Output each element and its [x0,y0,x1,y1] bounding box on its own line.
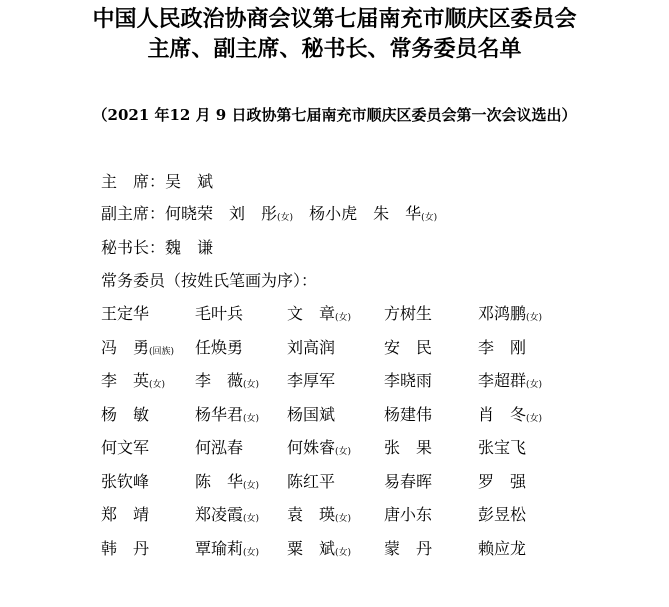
member-entry [195,471,259,496]
member-note: (女) [243,413,260,424]
member-entry [478,504,526,529]
member-name: 何姝睿 [287,438,336,457]
member-name: 李厚军 [287,371,336,390]
member-row [101,437,601,471]
vice-chair-line [101,203,437,228]
member-name: 覃瑜莉 [195,538,244,558]
member-name: 杨 敏 [101,404,150,424]
member-name: 安 民 [384,337,433,357]
member-name: 郑 靖 [101,505,150,524]
member-note: (女) [335,447,352,457]
member-name: 李超群 [478,371,527,390]
member-entry [101,337,174,362]
member-entry [287,538,351,563]
member-row [101,538,601,572]
member-entry [287,504,351,529]
member-note: (女) [526,413,543,424]
vice-chair-name: 何晓荣 [165,204,214,223]
member-entry [101,404,149,429]
member-name: 韩 丹 [101,538,150,558]
member-note: (女) [335,514,352,524]
member-row [101,303,601,337]
member-entry [384,404,432,429]
vice-chair-name: 杨小虎 [309,204,358,223]
vice-chair-note: (女) [277,213,294,223]
member-name: 张宝飞 [478,438,527,457]
member-entry [384,471,432,496]
member-name: 彭昱松 [478,505,527,524]
member-note: (回族) [149,346,175,357]
member-note: (女) [526,380,543,390]
member-entry [478,471,526,496]
member-row [101,370,601,404]
member-entry [101,370,165,395]
secretary-label: 秘书长： [101,238,166,257]
member-name: 陈 华 [195,471,244,491]
member-name: 张 果 [384,438,433,457]
member-note: (女) [243,514,260,524]
member-entry [287,370,335,395]
vice-chair-entry [373,203,437,228]
member-name: 何泓春 [195,438,244,457]
vice-chair-entry [309,203,357,228]
member-entry [478,404,542,429]
member-entry [101,471,149,496]
member-entry [478,303,542,328]
member-name: 刘高润 [287,337,336,357]
member-entry [478,538,526,563]
member-row [101,471,601,505]
member-entry [287,337,335,362]
chair-label: 主 席： [101,172,166,191]
member-name: 陈红平 [287,471,336,491]
member-entry [287,303,351,328]
member-note: (女) [243,480,260,491]
member-name: 毛叶兵 [195,304,244,323]
chair-name: 吴 斌 [165,172,214,191]
member-entry [195,303,243,328]
member-name: 李晓雨 [384,371,433,390]
member-name: 唐小东 [384,505,433,524]
member-entry [384,370,432,395]
member-entry [195,337,243,362]
member-name: 任焕勇 [195,337,244,357]
member-name: 袁 瑛 [287,505,336,524]
member-note: (女) [335,313,352,323]
member-entry [101,538,149,563]
member-name: 肖 冬 [478,404,527,424]
member-entry [287,471,335,496]
member-name: 赖应龙 [478,538,527,558]
member-list [101,303,601,571]
committee-heading: 常务委员（按姓氏笔画为序）： [101,271,318,290]
member-entry [384,504,432,529]
member-row [101,337,601,371]
member-name: 李 刚 [478,337,527,357]
member-entry [195,437,243,462]
chair-line [101,171,213,193]
document-title-line-1: 中国人民政治协商会议第七届南充市顺庆区委员会 [92,6,577,32]
member-name: 李 薇 [195,371,244,390]
member-name: 郑凌霞 [195,505,244,524]
vice-chair-entry [165,203,213,228]
member-entry [384,538,432,563]
member-name: 粟 斌 [287,538,336,558]
member-entry [478,370,542,395]
member-entry [101,437,149,462]
member-row [101,404,601,438]
member-name: 李 英 [101,371,150,390]
member-entry [195,538,259,563]
member-name: 张钦峰 [101,471,150,491]
member-entry [101,504,149,529]
vice-chair-label: 副主席： [101,204,166,223]
secretary-name: 魏 谦 [165,238,214,257]
member-entry [478,337,526,362]
member-name: 杨华君 [195,404,244,424]
member-name: 易春晖 [384,471,433,491]
vice-chair-name: 朱 华 [373,204,422,223]
secretary-line [101,237,213,259]
vice-chair-note: (女) [421,213,438,223]
member-note: (女) [243,380,260,390]
member-entry [384,337,432,362]
member-name: 方树生 [384,304,433,323]
member-name: 冯 勇 [101,337,150,357]
member-note: (女) [526,313,543,323]
member-note: (女) [243,547,260,558]
member-entry [478,437,526,462]
member-entry [384,437,432,462]
vice-chair-name: 刘 彤 [229,204,278,223]
document-subtitle: （2021 年12 月 9 日政协第七届南充市顺庆区委员会第一次会议选出） [92,106,577,124]
member-name: 何文军 [101,438,150,457]
member-name: 杨建伟 [384,404,433,424]
member-entry [195,504,259,529]
member-entry [195,370,259,395]
member-name: 文 章 [287,304,336,323]
vice-chair-entry [229,203,293,228]
member-name: 杨国斌 [287,404,336,424]
document-title-line-2: 主席、副主席、秘书长、常务委员名单 [147,36,522,62]
member-note: (女) [335,547,352,558]
member-entry [195,404,259,429]
member-name: 蒙 丹 [384,538,433,558]
member-entry [101,303,149,328]
member-name: 王定华 [101,304,150,323]
member-entry [287,437,351,462]
member-name: 邓鸿鹏 [478,304,527,323]
member-entry [287,404,335,429]
member-name: 罗 强 [478,471,527,491]
member-entry [384,303,432,328]
member-note: (女) [149,380,166,390]
member-row [101,504,601,538]
